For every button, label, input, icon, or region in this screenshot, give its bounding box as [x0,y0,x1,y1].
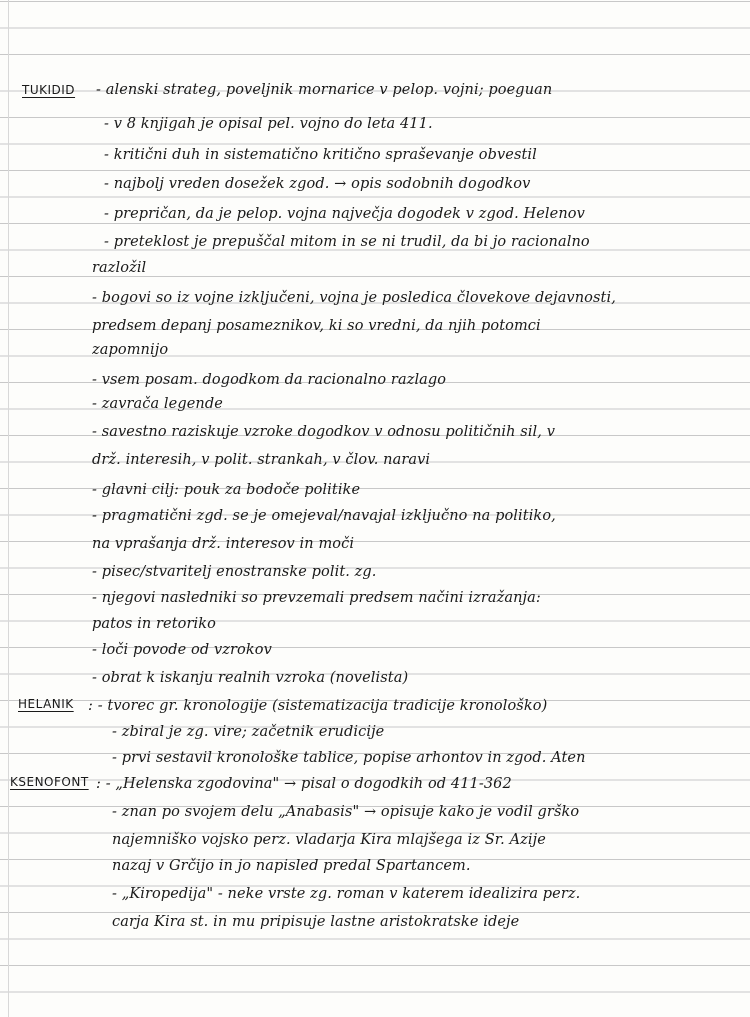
note-line: - „Kiropedija" - neke vrste zg. roman v katerem idealizira perz. [112,886,581,902]
note-line: - preteklost je prepuščal mitom in se ni trudil, da bi jo racionalno [104,234,590,250]
note-line: - zbiral je zg. vire; začetnik erudicije [112,724,385,740]
note-line: - njegovi nasledniki so prevzemali predsem načini izražanja: [92,590,541,606]
note-line: predsem depanj posameznikov, ki so vredni, da njih potomci [92,318,541,334]
note-line: carja Kira st. in mu pripisuje lastne aristokratske ideje [112,914,520,930]
note-line: - vsem posam. dogodkom da racionalno razlago [92,372,447,388]
note-line: - znan po svojem delu „Anabasis" → opisuje kako je vodil grško [112,804,580,820]
note-line: - v 8 knjigah je opisal pel. vojno do leta 411. [104,116,433,132]
note-line: patos in retoriko [92,616,216,632]
note-line: - prepričan, da je pelop. vojna največja dogodek v zgod. Helenov [104,206,585,222]
note-line: : - tvorec gr. kronologije (sistematizacija tradicije kronološko) [88,698,548,714]
note-line: razložil [92,260,147,276]
note-line: : - „Helenska zgodovina" → pisal o dogodkih od 411-362 [96,776,512,792]
note-line: na vprašanja drž. interesov in moči [92,536,355,552]
note-line: - loči povode od vzrokov [92,642,272,658]
note-line: nazaj v Grčijo in jo napisled predal Spartancem. [112,858,471,874]
note-line: - glavni cilj: pouk za bodoče politike [92,482,361,498]
note-line: - obrat k iskanju realnih vzroka (novelista) [92,670,409,686]
note-line: - savestno raziskuje vzroke dogodkov v odnosu političnih sil, v [92,424,555,440]
margin-rule [8,0,9,1017]
note-line: - najbolj vreden dosežek zgod. → opis sodobnih dogodkov [104,176,531,192]
note-line: - pisec/stvaritelj enostranske polit. zg. [92,564,377,580]
heading-ksenofont: KSENOFONT [10,775,89,789]
note-line: zapomnijo [92,342,169,358]
note-line: drž. interesih, v polit. strankah, v člov. naravi [92,452,431,468]
note-line: - zavrača legende [92,396,223,412]
note-line: - alenski strateg, poveljnik mornarice v pelop. vojni; poeguan [96,82,553,98]
heading-helanik: HELANIK [18,697,74,711]
note-line: - prvi sestavil kronološke tablice, popise arhontov in zgod. Aten [112,750,586,766]
heading-tukidid: TUKIDID [22,83,76,97]
note-line: - kritični duh in sistematično kritično spraševanje obvestil [104,147,537,163]
note-line: - bogovi so iz vojne izključeni, vojna je posledica človekove dejavnosti, [92,290,616,306]
note-line: najemniško vojsko perz. vladarja Kira mlajšega iz Sr. Azije [112,832,546,848]
note-line: - pragmatični zgd. se je omejeval/navajal izključno na politiko, [92,508,556,524]
